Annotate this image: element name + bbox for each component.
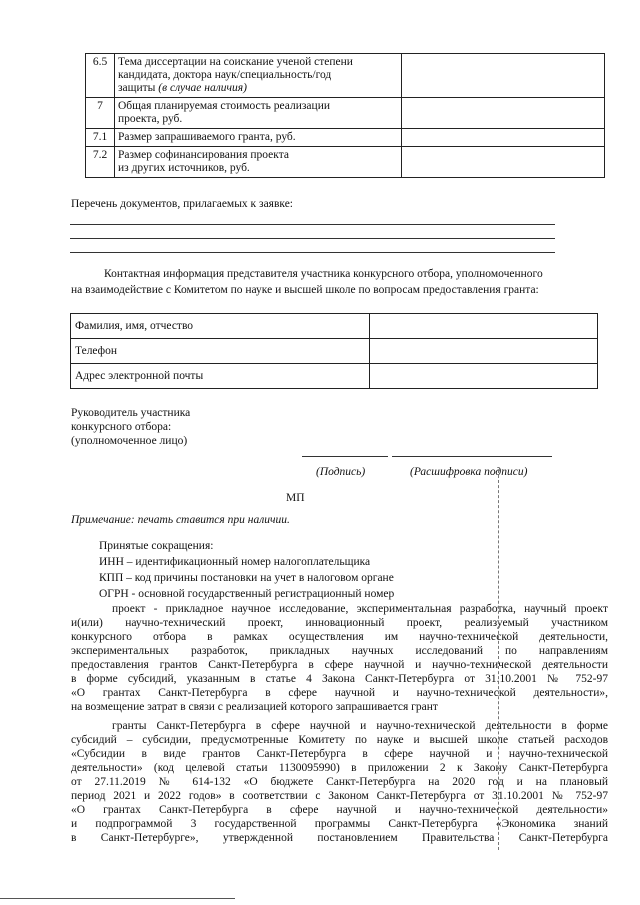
table-row xyxy=(86,54,605,98)
grants-line: «О грантах Санкт-Петербурга в сфере научной и научно-технической деятельности» xyxy=(71,804,608,816)
table-row xyxy=(86,98,605,129)
project-line: и(или) научно-технический проект, инновационный проект, реализуемый участником xyxy=(71,617,608,629)
project-line: в форме субсидий, указанным в статье 4 Закона Санкт-Петербурга от 31.10.2001 № 752-97 xyxy=(71,673,608,685)
row-value[interactable] xyxy=(402,98,605,129)
signatory-heading-1: Руководитель участника xyxy=(71,407,191,419)
table-row xyxy=(86,147,605,178)
contact-table xyxy=(70,313,598,389)
project-line: «О грантах Санкт-Петербурга в сфере научной и научно-технической деятельности», xyxy=(71,687,608,699)
table-row xyxy=(71,364,598,389)
project-line: на возмещение затрат в связи с реализацией которого запрашивается грант xyxy=(71,701,438,713)
project-line: экспериментальных разработок, прикладных научных исследований по направлениям xyxy=(71,645,608,657)
stamp-label: МП xyxy=(286,492,305,504)
scan-fold-line xyxy=(498,470,499,850)
grants-line: период 2021 и 2022 годов» в соответствии с Законом Санкт-Петербурга от 31.10.2001 № 752-97 xyxy=(71,790,608,802)
grants-line: в Санкт-Петербурге», утвержденной постановлением Правительства Санкт-Петербурга xyxy=(71,832,608,844)
project-line: предоставления грантов Санкт-Петербурга в сфере научной и научно-технической деятельности xyxy=(71,659,608,671)
project-line: проект - прикладное научное исследование, экспериментальная разработка, научный проект xyxy=(112,603,608,615)
grants-line: от 27.11.2019 № 614-132 «О бюджете Санкт-Петербурга на 2020 год и на плановый xyxy=(71,776,608,788)
contact-email-value[interactable] xyxy=(370,364,598,389)
row-value[interactable] xyxy=(402,147,605,178)
docs-line-2[interactable] xyxy=(70,238,555,239)
row-value[interactable] xyxy=(402,129,605,147)
abbreviations-title: Принятые сокращения: xyxy=(99,540,214,552)
contact-name-label: Фамилия, имя, отчество xyxy=(71,314,370,339)
docs-line-1[interactable] xyxy=(70,224,555,225)
table-row xyxy=(71,314,598,339)
abbr-kpp: КПП – код причины постановки на учет в налоговом органе xyxy=(99,572,394,584)
row-label: Размер софинансирования проекта из других источников, руб. xyxy=(115,147,402,178)
contact-phone-label: Телефон xyxy=(71,339,370,364)
grants-line: деятельности» (код целевой статьи 1130095990) в приложении 2 к Закону Санкт-Петербурга xyxy=(71,762,608,774)
contact-name-value[interactable] xyxy=(370,314,598,339)
row-number: 7 xyxy=(86,98,115,129)
docs-list-label: Перечень документов, прилагаемых к заявке: xyxy=(71,198,293,210)
grants-line: и подпрограммой 3 государственной программы Санкт-Петербурга «Экономика знаний xyxy=(71,818,608,830)
project-line: конкурсного отбора в рамках осуществления им научно-технической деятельности, xyxy=(71,631,608,643)
row-label: Общая планируемая стоимость реализации проекта, руб. xyxy=(115,98,402,129)
contact-intro-line-1: Контактная информация представителя участника конкурсного отбора, уполномоченного xyxy=(104,268,543,280)
grants-line: «Субсидии в виде грантов Санкт-Петербурга в сфере научной и научно-технической xyxy=(71,748,608,760)
docs-line-3[interactable] xyxy=(70,252,555,253)
table-row xyxy=(71,339,598,364)
table-row xyxy=(86,129,605,147)
signature-line[interactable] xyxy=(302,456,388,457)
abbr-ogrn: ОГРН - основной государственный регистрационный номер xyxy=(99,588,395,600)
row-number: 6.5 xyxy=(86,54,115,98)
project-info-table xyxy=(85,53,605,178)
signature-decode-line[interactable] xyxy=(392,456,552,457)
contact-phone-value[interactable] xyxy=(370,339,598,364)
row-label: Тема диссертации на соискание ученой степени кандидата, доктора наук/специальность/год защиты (в случае наличия) xyxy=(115,54,402,98)
footnote-rule xyxy=(0,898,235,899)
row-number: 7.1 xyxy=(86,129,115,147)
row-label: Размер запрашиваемого гранта, руб. xyxy=(115,129,402,147)
row-number: 7.2 xyxy=(86,147,115,178)
signature-decode-label: (Расшифровка подписи) xyxy=(410,466,528,478)
stamp-note: Примечание: печать ставится при наличии. xyxy=(71,514,290,526)
contact-email-label: Адрес электронной почты xyxy=(71,364,370,389)
signatory-heading-3: (уполномоченное лицо) xyxy=(71,435,188,447)
signatory-heading-2: конкурсного отбора: xyxy=(71,421,172,433)
grants-line: гранты Санкт-Петербурга в сфере научной и научно-технической деятельности в форме xyxy=(112,720,608,732)
abbr-inn: ИНН – идентификационный номер налогоплательщика xyxy=(99,556,371,568)
grants-line: субсидий – субсидии, предусмотренные Комитету по науке и высшей школе статьей расходов xyxy=(71,734,608,746)
contact-intro-line-2: на взаимодействие с Комитетом по науке и высшей школе по вопросам предоставления гранта: xyxy=(71,284,539,296)
signature-label: (Подпись) xyxy=(316,466,366,478)
row-value[interactable] xyxy=(402,54,605,98)
